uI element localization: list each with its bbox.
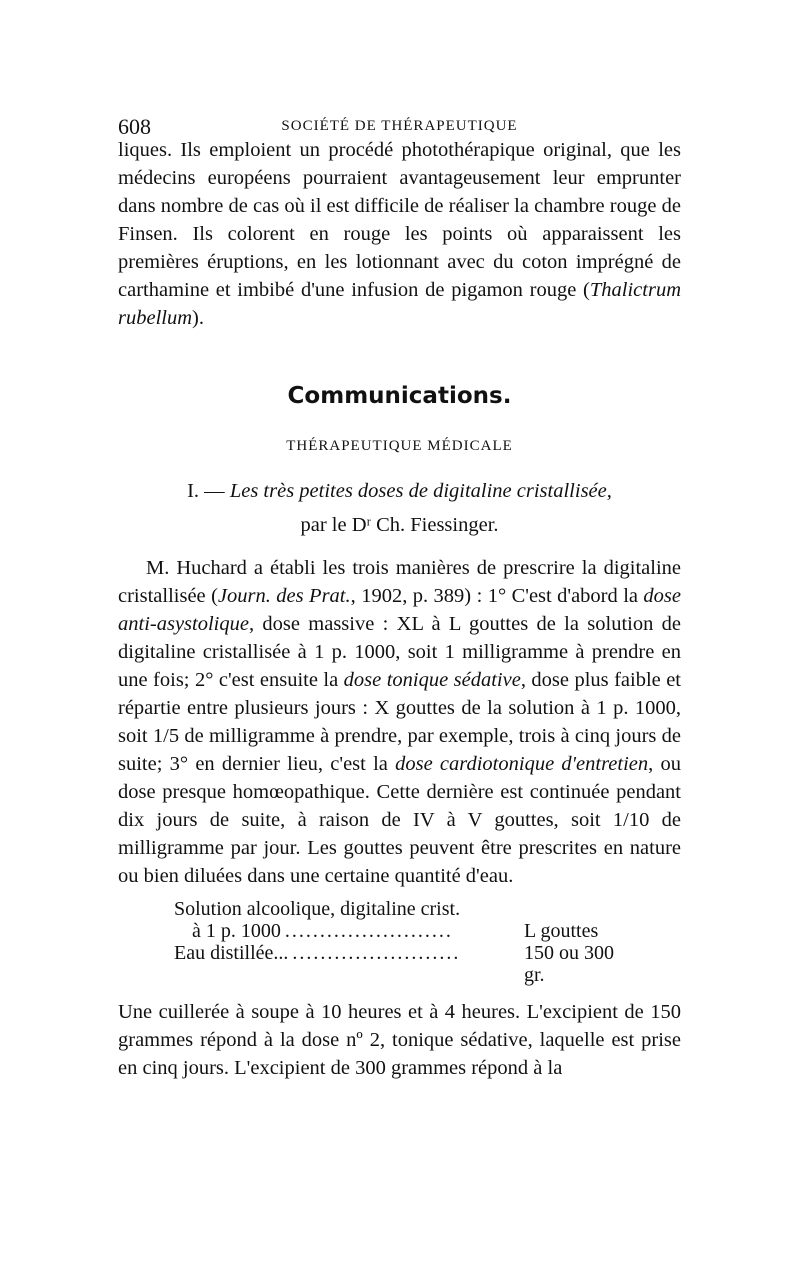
formula-line-1 — [174, 920, 634, 942]
p2-t1: M. Huchard a établi les trois manières de prescrire la digitaline cristallisée ( — [118, 557, 681, 607]
formula-water: Eau distillée... — [174, 942, 289, 964]
article-title: Les très petites doses de digitaline cristallisée, — [229, 480, 612, 502]
article-author: par le Dʳ Ch. Fiessinger. — [300, 514, 499, 536]
p2-dose-cardiotonique: dose cardiotonique d'entretien — [395, 753, 649, 775]
formula-line-0 — [174, 898, 634, 920]
page-header — [118, 100, 681, 139]
prescription-formula — [174, 898, 634, 986]
paragraph-continued — [118, 136, 681, 332]
subsection-title: THÉRAPEUTIQUE MÉDICALE — [286, 438, 513, 454]
para1-latin-name: Thalictrum rubellum — [118, 279, 681, 329]
article-number: I. — — [187, 480, 225, 502]
p2-t2: , 1902, p. 389) : 1° C'est d'abord la — [350, 585, 644, 607]
para1-text2: ). — [192, 307, 204, 329]
p2-t3: , dose massive : XL à L gouttes de la solution de digitaline cristallisée à 1 p. 1000, soit 1 milligramme à prendre en une fois; 2° c'est ensuite la — [118, 613, 681, 691]
article-heading — [118, 474, 681, 542]
p2-t4: , dose plus faible et répartie entre plusieurs jours : X gouttes de la solution à 1 p. 1000, soit 1/5 de milligramme à prendre, par exemple, trois à cinq jours de suite; 3° en dernier lieu, c'est la — [118, 669, 681, 775]
formula-concentration: à 1 p. 1000 — [192, 920, 281, 942]
p2-journal: Journ. des Prat. — [217, 585, 351, 607]
formula-amount-2: 150 ou 300 gr. — [524, 942, 614, 986]
document-page — [118, 100, 681, 1082]
paragraph-huchard — [118, 554, 681, 890]
p2-t5: , ou dose presque homœopathique. Cette dernière est continuée pendant dix jours de suite, à raison de IV à V gouttes, soit 1/10 de milligramme par jour. Les gouttes peuvent être prescrites en nature ou bien diluées dans une certaine quantité d'eau. — [118, 753, 681, 887]
para1-text1: liques. Ils emploient un procédé photothérapique original, que les médecins européens pourraient avantageusement leur emprunter dans nombre de cas où il est difficile de réaliser la chambre rouge de Finsen. Ils colorent en rouge les points où apparaissent les premières éruptions, en les lotionnant avec du coton imprégné de carthamine et imbibé d'une infusion de pigamon rouge ( — [118, 139, 681, 301]
formula-line-2 — [174, 942, 634, 986]
section-title: Communications. — [287, 383, 512, 409]
formula-leader-2: ........................ — [292, 942, 461, 964]
formula-ingredient: Solution alcoolique, digitaline crist. — [174, 898, 461, 920]
page-number: 608 — [118, 114, 151, 139]
body-text — [118, 136, 681, 1082]
formula-leader-1: ........................ — [284, 920, 453, 942]
p2-dose-anti-asystolique: dose anti-asystolique — [118, 585, 681, 635]
p2-dose-tonique: dose tonique sédative — [343, 669, 521, 691]
paragraph-dosage: Une cuillerée à soupe à 10 heures et à 4 heures. L'excipient de 150 grammes répond à la dose nº 2, tonique sédative, laquelle est prise en cinq jours. L'excipient de 300 grammes répond à la — [118, 1001, 681, 1079]
running-title: SOCIÉTÉ DE THÉRAPEUTIQUE — [281, 118, 518, 134]
formula-amount-1: L gouttes — [524, 920, 599, 942]
